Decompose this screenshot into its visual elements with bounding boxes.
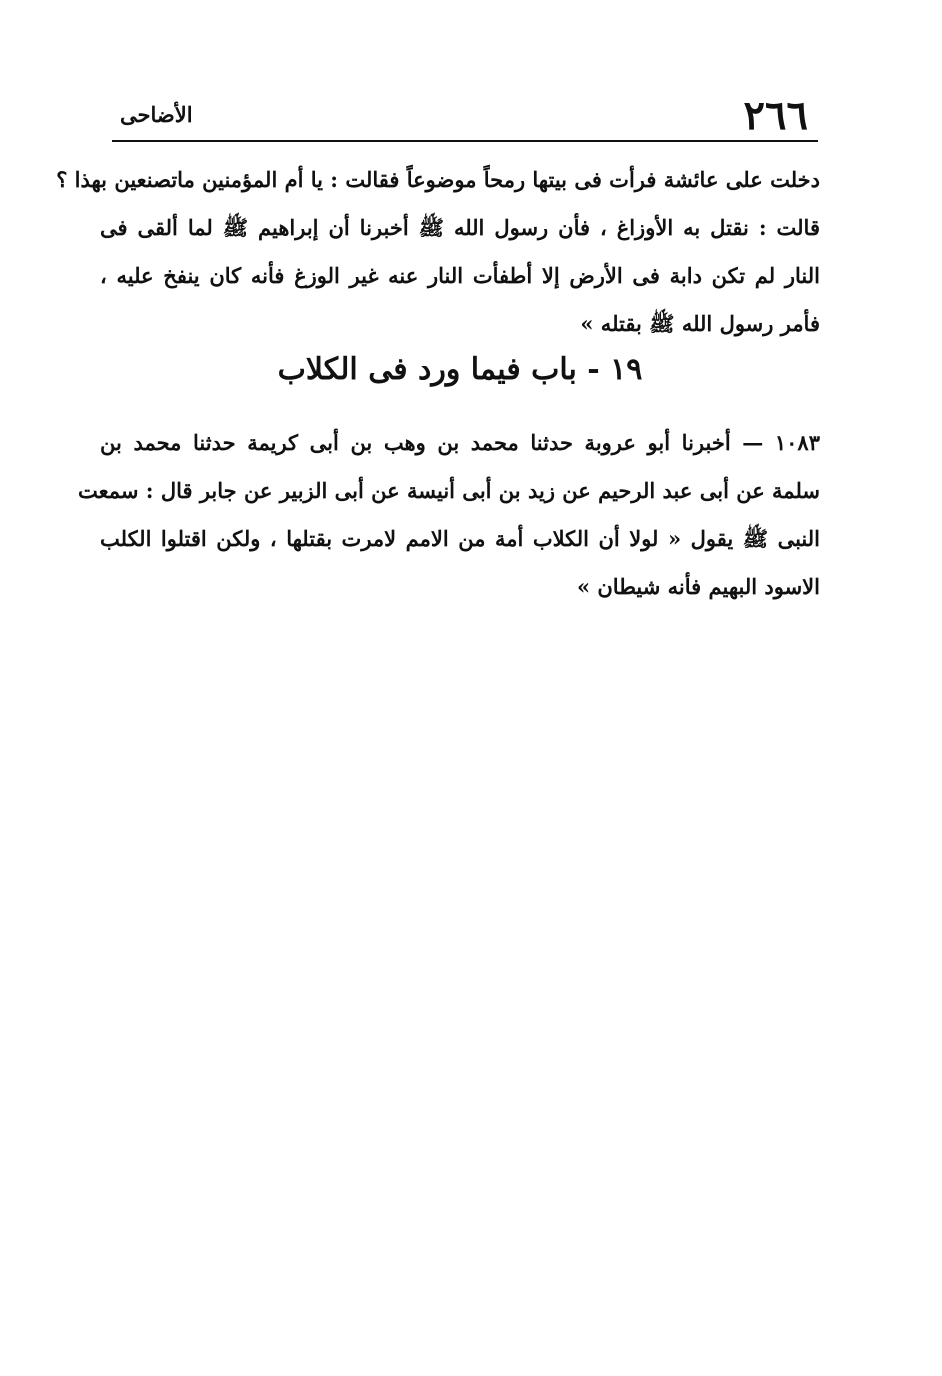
text-line: دخلت على عائشة فرأت فى بيتها رمحاً موضوعاً فقالت : يا أم المؤمنين ماتصنعين بهذا ؟ — [56, 167, 820, 192]
text-line: سلمة عن أبى عبد الرحيم عن زيد بن أبى أنيسة عن أبى الزبير عن جابر قال : سمعت — [77, 478, 820, 503]
text-line: الاسود البهيم فأنه شيطان » — [576, 574, 820, 599]
chapter-heading: ١٩ - باب فيما ورد فى الكلاب — [277, 352, 643, 387]
running-title: الأضاحى — [120, 102, 193, 127]
page-number: ٢٦٦ — [743, 92, 808, 139]
page-header — [112, 92, 818, 142]
text-line: النار لم تكن دابة فى الأرض إلا أطفأت النار عنه غير الوزغ فأنه كان ينفخ عليه ، — [100, 263, 820, 288]
text-line: قالت : نقتل به الأوزاغ ، فأن رسول الله ﷺ أخبرنا أن إبراهيم ﷺ لما ألقى فى — [100, 215, 820, 240]
text-line: النبى ﷺ يقول « لولا أن الكلاب أمة من الامم لامرت بقتلها ، ولكن اقتلوا الكلب — [100, 526, 820, 551]
text-line: ١٠٨٣ — أخبرنا أبو عروبة حدثنا محمد بن وهب بن أبى كريمة حدثنا محمد بن — [100, 430, 820, 455]
paragraph-hadith-1083 — [77, 419, 820, 611]
text-line: فأمر رسول الله ﷺ بقتله » — [580, 311, 820, 336]
paragraph-hadith-continuation — [56, 156, 820, 348]
